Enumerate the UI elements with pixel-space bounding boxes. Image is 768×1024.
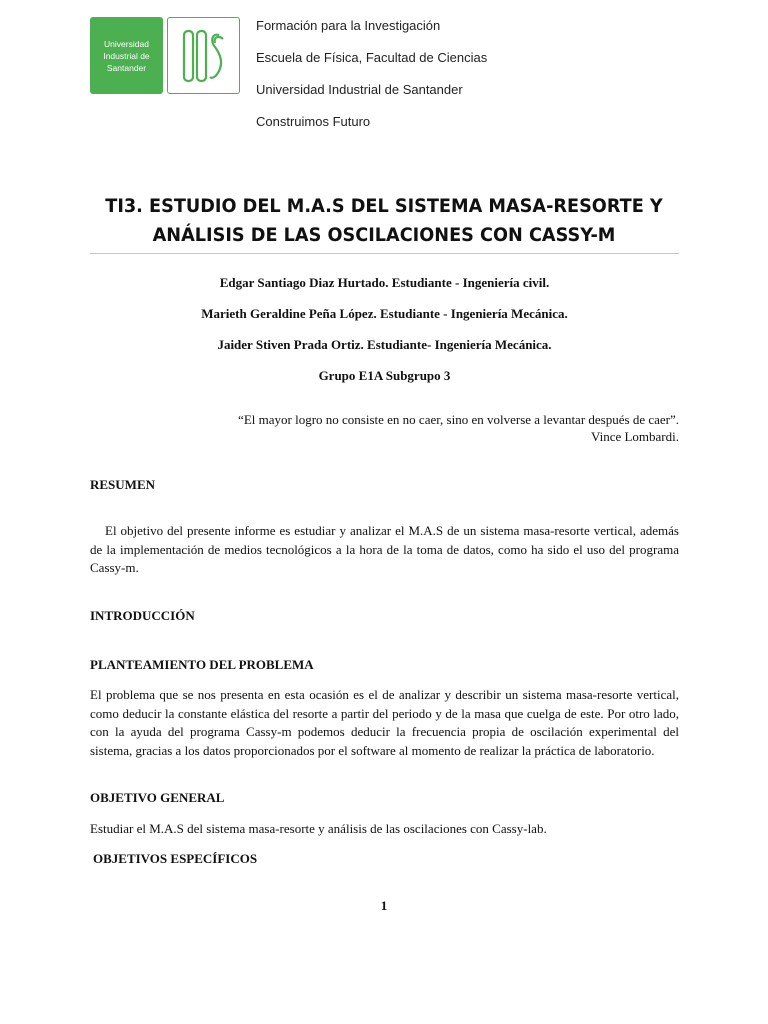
header-line-university: Universidad Industrial de Santander [256,82,463,97]
heading-introduccion: INTRODUCCIÓN [90,608,195,623]
document-title [101,192,666,250]
institution-header [256,16,487,144]
heading-planteamiento: PLANTEAMIENTO DEL PROBLEMA [90,657,314,672]
paragraph-objetivo-general: Estudiar el M.A.S del sistema masa-resorte y análisis de las oscilaciones con Cassy-lab. [90,821,547,836]
header-line-motto: Construimos Futuro [256,114,371,129]
uis-emblem-logo [167,17,240,94]
paragraph-planteamiento: El problema que se nos presenta en esta ocasión es el de analizar y describir un sistema masa-resorte vertical, como deducir la constante elástica del resorte a partir del periodo y de la masa que cuelga de este. Por otro lado, con la ayuda del programa Cassy-m podemos deducir la frecuencia propia de oscilación experimental del sistema, gracias a los datos proporcionados por el software al momento de realizar la práctica de laboratorio. [90,687,679,758]
title-line-2: ANÁLISIS DE LAS OSCILACIONES CON CASSY-M [152,224,616,246]
author-3: Jaider Stiven Prada Ortiz. Estudiante- Ingeniería Mecánica. [217,337,552,352]
quote-text: “El mayor logro no consiste en no caer, sino en volverse a levantar después de caer”. [238,412,679,427]
header-line-school: Escuela de Física, Facultad de Ciencias [256,50,488,65]
logo-text-line-2: Industrial de [103,50,150,61]
uis-emblem-icon [179,25,229,87]
heading-resumen: RESUMEN [90,477,156,492]
group-label: Grupo E1A Subgrupo 3 [318,368,451,383]
author-list [90,273,679,397]
logo-text-line-3: Santander [106,62,147,73]
author-2: Marieth Geraldine Peña López. Estudiante - Ingeniería Mecánica. [201,306,568,321]
epigraph [90,411,679,445]
title-line-1: TI3. ESTUDIO DEL M.A.S DEL SISTEMA MASA-RESORTE Y [105,195,663,217]
heading-objetivos-especificos: OBJETIVOS ESPECÍFICOS [93,851,258,866]
page-number: 1 [380,898,388,913]
title-divider [90,253,679,254]
paragraph-resumen: El objetivo del presente informe es estudiar y analizar el M.A.S de un sistema masa-resorte vertical, además de la implementación de medios tecnológicos a la hora de la toma de datos, como ha sido el uso del programa Cassy-m. [90,523,679,575]
heading-objetivo-general: OBJETIVO GENERAL [90,790,225,805]
logo-text-line-1: Universidad [104,38,149,49]
quote-author: Vince Lombardi. [590,429,679,444]
header-line-program: Formación para la Investigación [256,18,441,33]
author-1: Edgar Santiago Diaz Hurtado. Estudiante - Ingeniería civil. [219,275,550,290]
university-logo [90,17,163,94]
